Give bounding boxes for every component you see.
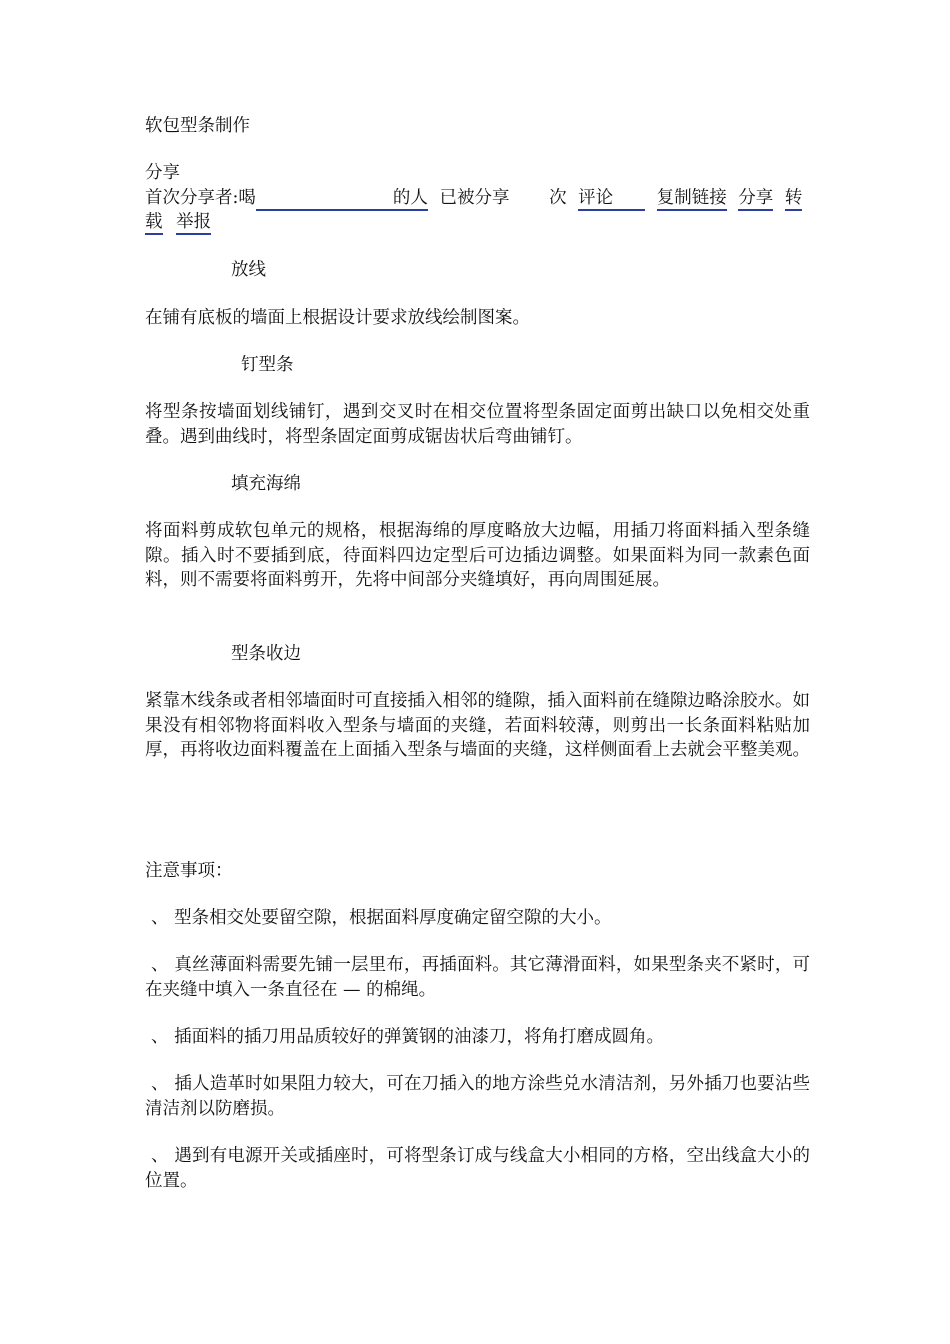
repost-link[interactable]: 转 — [785, 188, 803, 211]
note-item: 、 遇到有电源开关或插座时，可将型条订成与线盒大小相同的方格，空出线盒大小的位置。 — [145, 1146, 810, 1191]
section-heading: 型条收边 — [231, 644, 301, 664]
note-item: 、 插面料的插刀用品质较好的弹簧钢的油漆刀，将角打磨成圆角。 — [151, 1027, 665, 1047]
section-body: 将面料剪成软包单元的规格，根据海绵的厚度略放大边幅，用插刀将面料插入型条缝隙。插入时不要插到底，待面料四边定型后可边插边调整。如果面料为同一款素色面料，则不需要将面料剪开，先将中间部分夹缝填好，再向周围延展。 — [145, 521, 810, 590]
note-item: 、 插人造革时如果阻力较大，可在刀插入的地方涂些兑水清洁剂，另外插刀也要沾些清洁剂以防磨损。 — [145, 1074, 810, 1119]
section-body: 紧靠木线条或者相邻墙面时可直接插入相邻的缝隙，插入面料前在缝隙边略涂胶水。如果没有相邻物将面料收入型条与墙面的夹缝，若面料较薄，则剪出一长条面料粘贴加厚，再将收边面料覆盖在上面插入型条与墙面的夹缝，这样侧面看上去就会平整美观。 — [145, 691, 810, 760]
notes-title: 注意事项： — [145, 861, 233, 881]
section-body: 在铺有底板的墙面上根据设计要求放线绘制图案。 — [145, 308, 530, 328]
note-item: 、 真丝薄面料需要先铺一层里布，再插面料。其它薄滑面料，如果型条夹不紧时，可在夹缝中填入一条直径在 — 的棉绳。 — [145, 955, 810, 1000]
section-heading: 钉型条 — [241, 355, 294, 375]
comment-link[interactable]: 评论 — [578, 188, 645, 211]
document-title: 软包型条制作 — [145, 116, 250, 136]
share-bar-line2 — [145, 210, 211, 234]
first-sharer-label: 首次分享者:喝 — [145, 188, 256, 208]
section-body: 将型条按墙面划线铺钉，遇到交叉时在相交位置将型条固定面剪出缺口以免相交处重叠。遇到曲线时，将型条固定面剪成锯齿状后弯曲铺钉。 — [145, 402, 810, 447]
shared-count-prefix: 已被分享 — [439, 188, 510, 208]
share-bar — [145, 186, 802, 210]
section-heading: 放线 — [231, 260, 266, 280]
share-link[interactable]: 分享 — [738, 188, 773, 211]
sharer-link[interactable]: 的人 — [256, 188, 428, 211]
repost-link-cont[interactable]: 载 — [145, 212, 163, 235]
section-heading: 填充海绵 — [231, 474, 301, 494]
report-link[interactable]: 举报 — [176, 212, 211, 235]
note-item: 、 型条相交处要留空隙，根据面料厚度确定留空隙的大小。 — [151, 908, 612, 928]
copy-link-button[interactable]: 复制链接 — [657, 188, 727, 211]
shared-count-suffix: 次 — [549, 188, 567, 208]
share-label: 分享 — [145, 163, 180, 183]
